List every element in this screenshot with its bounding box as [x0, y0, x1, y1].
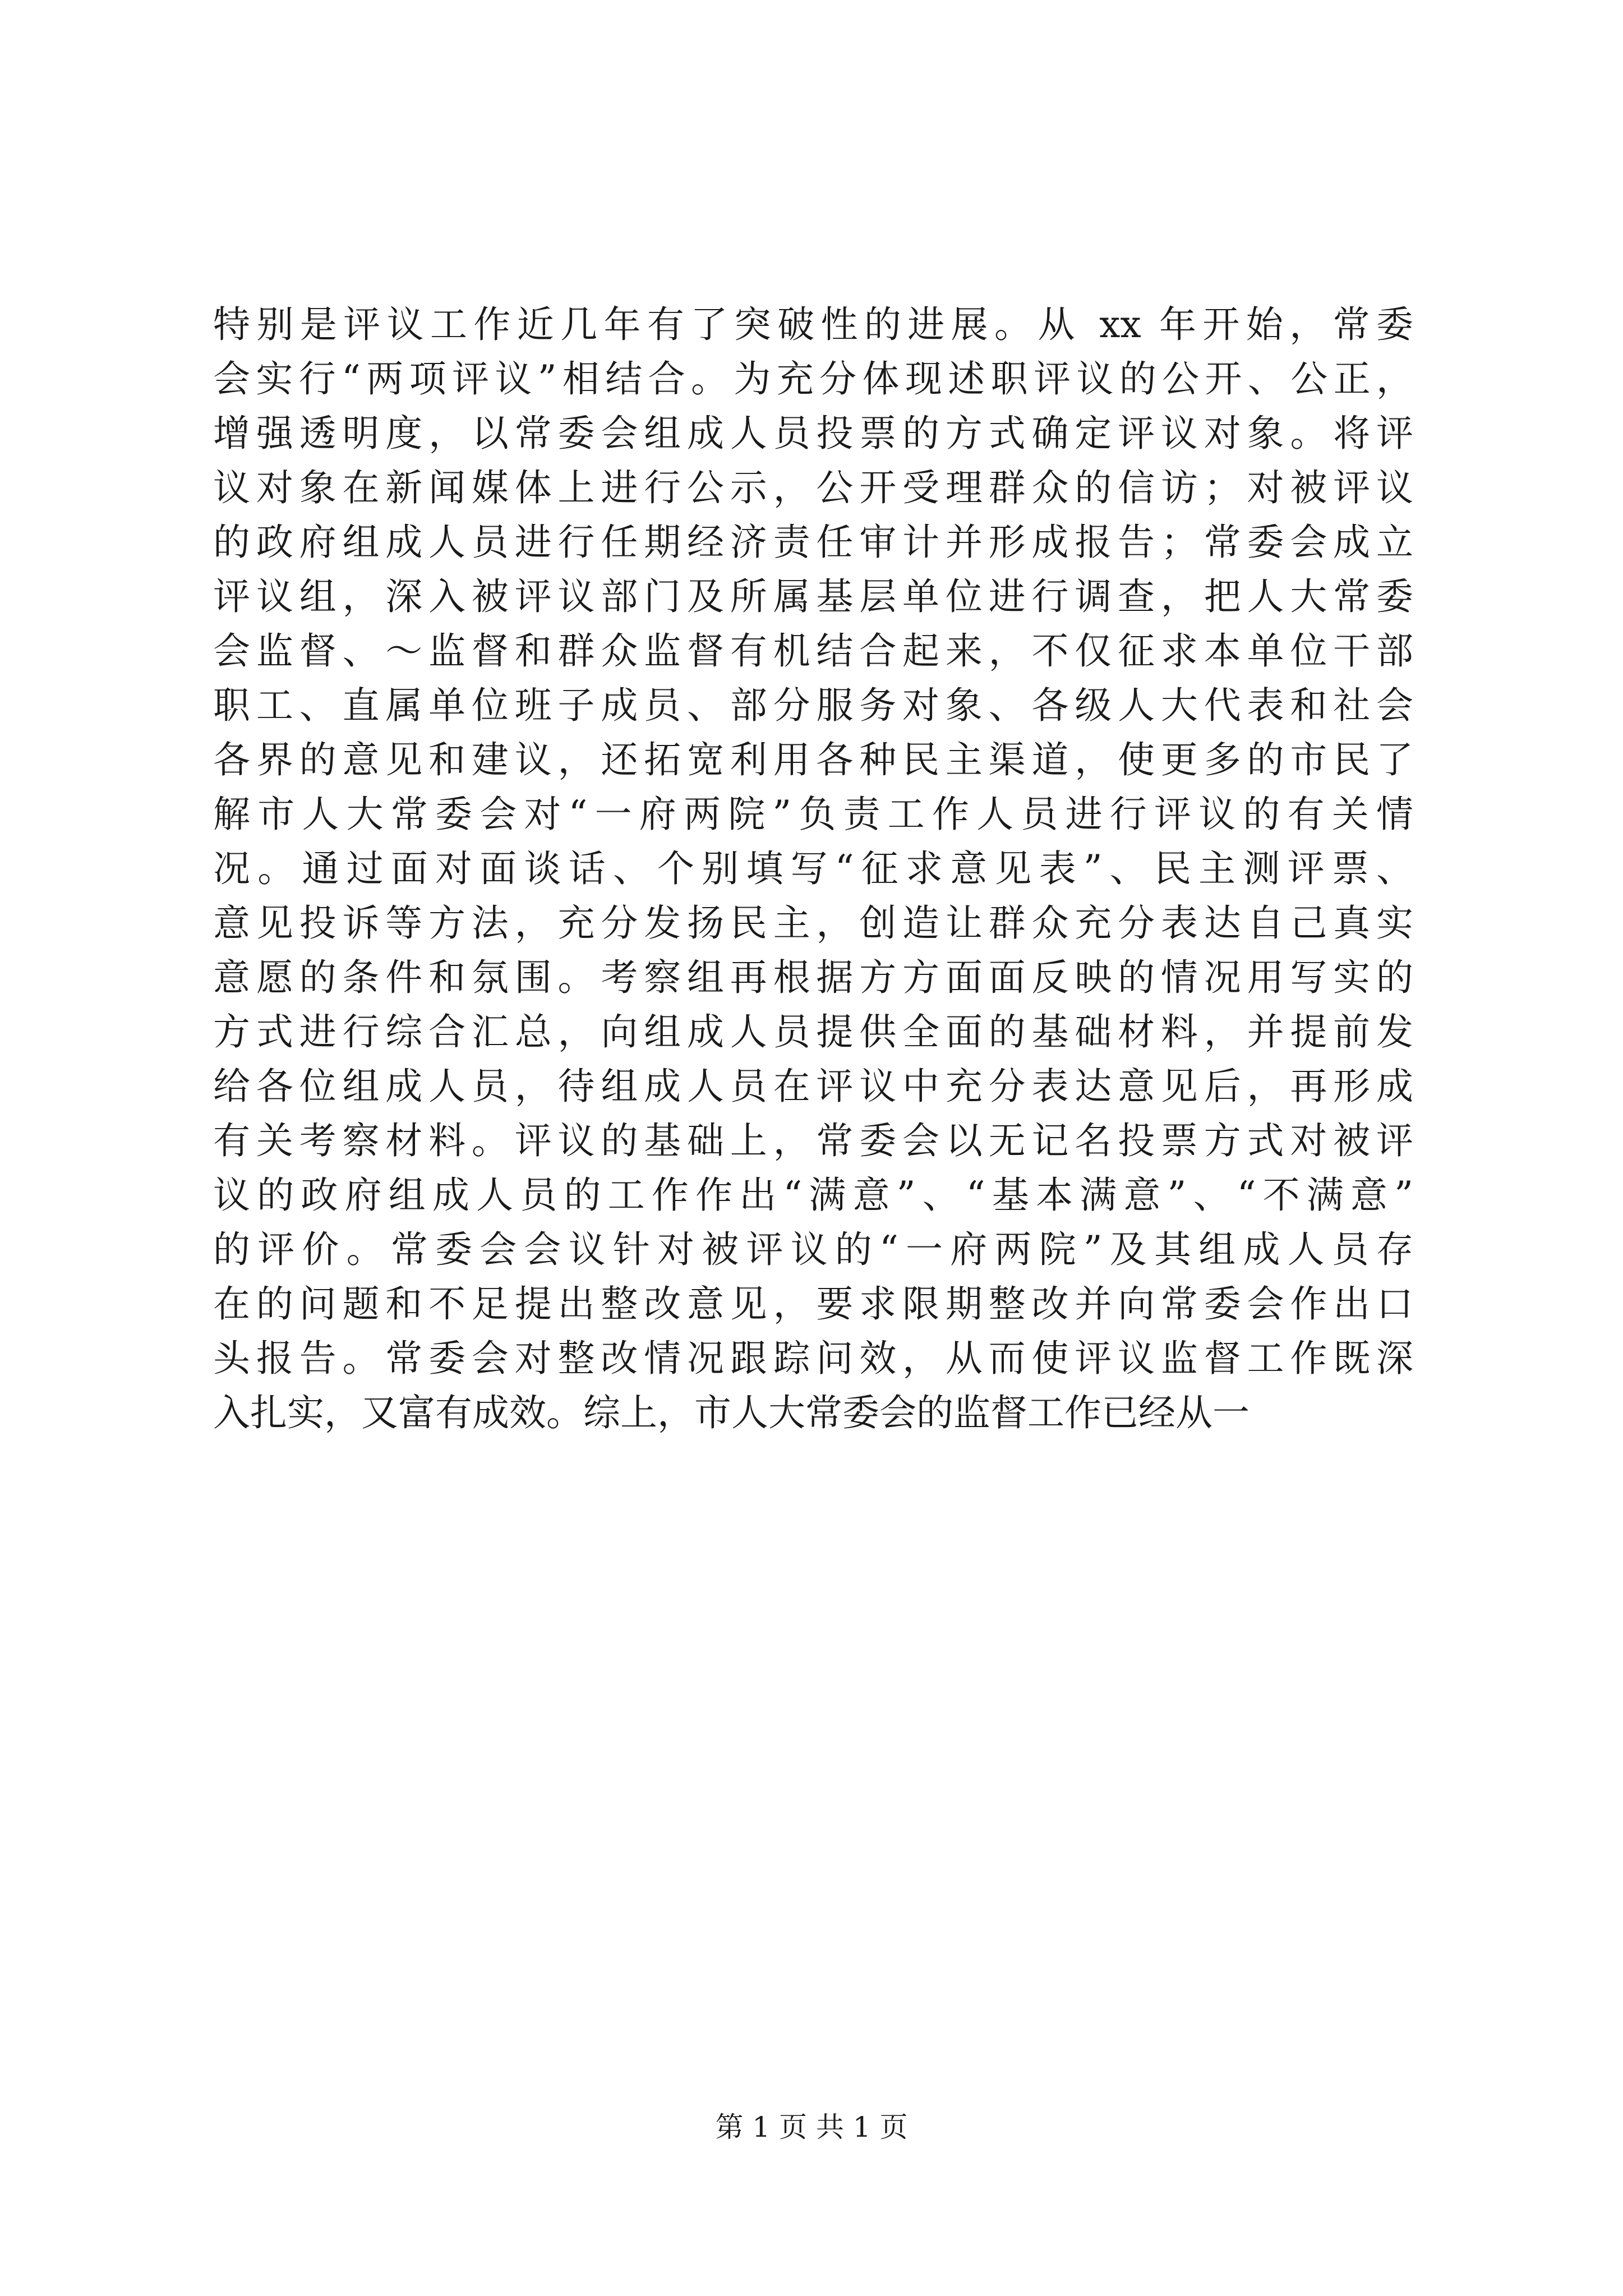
text-line: 会监督、～监督和群众监督有机结合起来，不仅征求本单位干部: [213, 629, 1413, 673]
page-number-label: 第 1 页 共 1 页: [715, 2111, 908, 2143]
text-line: 入扎实，又富有成效。综上，市人大常委会的监督工作已经从一: [213, 1391, 1249, 1434]
text-line: 职工、直属单位班子成员、部分服务对象、各级人大代表和社会: [213, 684, 1413, 727]
text-line: 的政府组成人员进行任期经济责任审计并形成报告；常委会成立: [213, 521, 1413, 564]
text-line: 方式进行综合汇总，向组成人员提供全面的基础材料，并提前发: [213, 1010, 1413, 1053]
text-line: 有关考察材料。评议的基础上，常委会以无记名投票方式对被评: [213, 1119, 1413, 1162]
text-line: 会实行“两项评议”相结合。为充分体现述职评议的公开、公正，: [213, 357, 1413, 401]
text-line: 评议组，深入被评议部门及所属基层单位进行调查，把人大常委: [213, 575, 1413, 618]
text-line: 意见投诉等方法，充分发扬民主，创造让群众充分表达自己真实: [213, 901, 1413, 945]
text-line: 头报告。常委会对整改情况跟踪问效，从而使评议监督工作既深: [213, 1337, 1413, 1380]
text-line: 解市人大常委会对“一府两院”负责工作人员进行评议的有关情: [213, 793, 1413, 836]
text-line: 况。通过面对面谈话、个别填写“征求意见表”、民主测评票、: [213, 847, 1413, 890]
text-line: 的评价。常委会会议针对被评议的“一府两院”及其组成人员存: [213, 1228, 1413, 1271]
page-footer: [0, 2110, 1623, 2144]
text-line: 给各位组成人员，待组成人员在评议中充分表达意见后，再形成: [213, 1065, 1413, 1108]
text-line: 各界的意见和建议，还拓宽利用各种民主渠道，使更多的市民了: [213, 738, 1413, 781]
text-line: 特别是评议工作近几年有了突破性的进展。从 xx 年开始，常委: [213, 303, 1413, 346]
text-line: 在的问题和不足提出整改意见，要求限期整改并向常委会作出口: [213, 1282, 1413, 1326]
text-line: 议的政府组成人员的工作作出“满意”、“基本满意”、“不满意”: [213, 1174, 1413, 1217]
body-paragraph: [213, 297, 1413, 1440]
text-line: 议对象在新闻媒体上进行公示，公开受理群众的信访；对被评议: [213, 466, 1413, 509]
text-line: 增强透明度，以常委会组成人员投票的方式确定评议对象。将评: [213, 412, 1413, 455]
text-line: 意愿的条件和氛围。考察组再根据方方面面反映的情况用写实的: [213, 956, 1413, 999]
